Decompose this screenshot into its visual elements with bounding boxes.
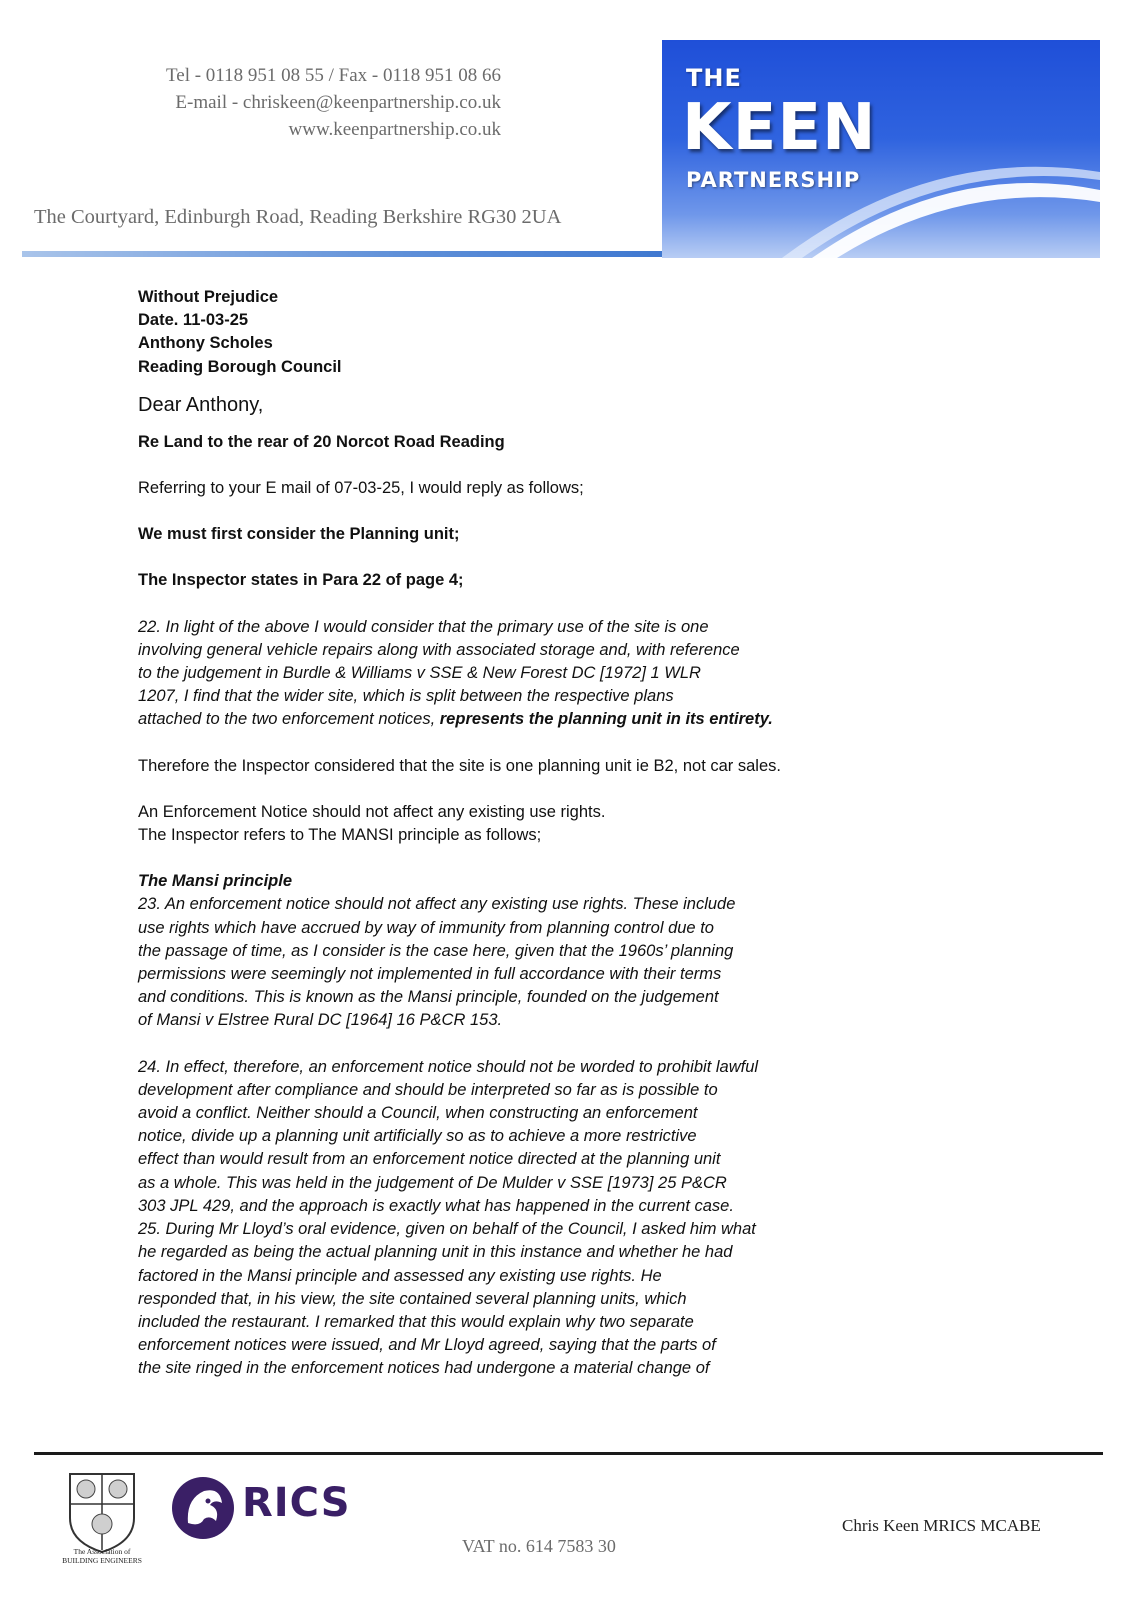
- quote-line: 22. In light of the above I would consider that the primary use of the site is one: [138, 617, 709, 636]
- letter-date: Date. 11-03-25: [138, 311, 249, 330]
- quote-line: as a whole. This was held in the judgement of De Mulder v SSE [1973] 25 P&CR: [138, 1173, 727, 1192]
- quote-line: 24. In effect, therefore, an enforcement notice should not be worded to prohibit lawful: [138, 1057, 759, 1076]
- footer-rule: [34, 1452, 1103, 1455]
- rics-lion-icon: [170, 1475, 236, 1541]
- quote-line: use rights which have accrued by way of immunity from planning control due to: [138, 918, 714, 937]
- quote-line: avoid a conflict. Neither should a Council, when constructing an enforcement: [138, 1104, 698, 1123]
- quote-line: and conditions. This is known as the Mansi principle, founded on the judgement: [138, 988, 719, 1007]
- quote-line: included the restaurant. I remarked that this would explain why two separate: [138, 1312, 694, 1331]
- quote-line: 1207, I find that the wider site, which is split between the respective plans: [138, 687, 674, 706]
- subject-line: Re Land to the rear of 20 Norcot Road Reading: [138, 432, 505, 451]
- letterhead-contact: [166, 62, 501, 143]
- heading-planning-unit: We must first consider the Planning unit;: [138, 525, 460, 544]
- intro-paragraph: Referring to your E mail of 07-03-25, I would reply as follows;: [138, 479, 584, 498]
- logo-the: THE: [686, 64, 742, 92]
- logo-partnership: PARTNERSHIP: [686, 168, 861, 192]
- quote-line: the site ringed in the enforcement notices had undergone a material change of: [138, 1359, 710, 1378]
- logo-keen: KEEN: [682, 91, 877, 165]
- heading-inspector: The Inspector states in Para 22 of page 4;: [138, 571, 464, 590]
- quote-line: responded that, in his view, the site contained several planning units, which: [138, 1289, 687, 1308]
- quote-line: 25. During Mr Lloyd’s oral evidence, given on behalf of the Council, I asked him what: [138, 1220, 756, 1239]
- keen-partnership-logo: [662, 40, 1100, 258]
- quote-para-22: [138, 616, 998, 732]
- letterhead-rule: [22, 251, 662, 257]
- website: www.keenpartnership.co.uk: [288, 119, 501, 140]
- quote-line: effect than would result from an enforcement notice directed at the planning unit: [138, 1150, 721, 1169]
- quote-para-24: [138, 1056, 998, 1218]
- quote-line-text: attached to the two enforcement notices,: [138, 710, 440, 729]
- quote-line: 23. An enforcement notice should not affect any existing use rights. These include: [138, 895, 736, 914]
- quote-line: of Mansi v Elstree Rural DC [1964] 16 P&CR 153.: [138, 1011, 503, 1030]
- quote-para-23: [138, 893, 998, 1032]
- quote-line: notice, divide up a planning unit artificially so as to achieve a more restrictive: [138, 1127, 697, 1146]
- quote-line: [138, 708, 998, 731]
- conclusion-paragraph: Therefore the Inspector considered that the site is one planning unit ie B2, not car sales.: [138, 756, 781, 775]
- mansi-heading: The Mansi principle: [138, 872, 293, 891]
- quote-line: 303 JPL 429, and the approach is exactly what has happened in the current case.: [138, 1196, 734, 1215]
- enforcement-line-1: An Enforcement Notice should not affect any existing use rights.: [138, 802, 606, 821]
- without-prejudice: Without Prejudice: [138, 288, 279, 306]
- quote-line: permissions were seemingly not implemented in full accordance with their terms: [138, 965, 722, 984]
- vat-number: VAT no. 614 7583 30: [462, 1536, 616, 1556]
- recipient-organisation: Reading Borough Council: [138, 357, 342, 376]
- quote-line: he regarded as being the actual planning unit in this instance and whether he had: [138, 1243, 733, 1262]
- abe-caption-line-1: The Association of: [73, 1547, 131, 1556]
- signoff: Chris Keen MRICS MCABE: [842, 1516, 1041, 1535]
- email-address: E-mail - chriskeen@keenpartnership.co.uk: [175, 92, 501, 113]
- salutation: Dear Anthony,: [138, 393, 264, 416]
- abe-caption-line-2: BUILDING ENGINEERS: [62, 1555, 142, 1565]
- quote-line: the passage of time, as I consider is the case here, given that the 1960s’ planning: [138, 941, 734, 960]
- quote-emphasis: represents the planning unit in its entirety.: [439, 710, 773, 729]
- rics-wordmark: RICS: [242, 1480, 351, 1526]
- quote-line: involving general vehicle repairs along with associated storage and, with reference: [138, 640, 740, 659]
- enforcement-line-2: The Inspector refers to The MANSI principle as follows;: [138, 826, 542, 845]
- letter-body: [138, 286, 998, 1381]
- quote-para-25: [138, 1218, 998, 1380]
- tel-fax: Tel - 0118 951 08 55 / Fax - 0118 951 08 66: [165, 65, 501, 86]
- recipient-name: Anthony Scholes: [138, 334, 273, 353]
- quote-line: factored in the Mansi principle and assessed any existing use rights. He: [138, 1266, 662, 1285]
- quote-line: enforcement notices were issued, and Mr Lloyd agreed, saying that the parts of: [138, 1336, 716, 1355]
- quote-line: to the judgement in Burdle & Williams v SSE & New Forest DC [1972] 1 WLR: [138, 664, 701, 683]
- quote-line: development after compliance and should be interpreted so far as is possible to: [138, 1080, 718, 1099]
- header-block: [138, 286, 998, 379]
- letterhead-address: The Courtyard, Edinburgh Road, Reading Berkshire RG30 2UA: [34, 206, 562, 228]
- abe-caption: [50, 1548, 154, 1565]
